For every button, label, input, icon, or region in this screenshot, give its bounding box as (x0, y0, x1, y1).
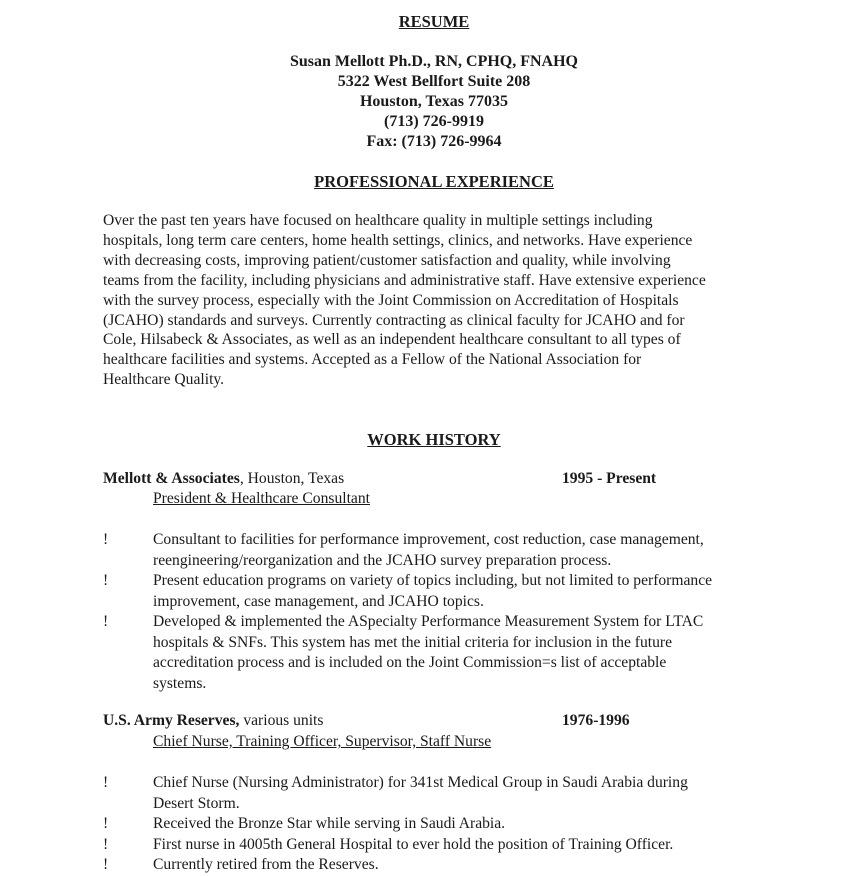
bullet-line: accreditation process and is included on the Joint Commission=s list of acceptable (153, 654, 667, 671)
bullet-item (153, 530, 793, 571)
paragraph-line: Cole, Hilsabeck & Associates, as well as an independent healthcare consultant to all types of (103, 331, 681, 349)
bullet-line: hospitals & SNFs. This system has met the initial criteria for inclusion in the future (153, 633, 673, 651)
contact-name: Susan Mellott Ph.D., RN, CPHQ, FNAHQ (290, 53, 578, 70)
contact-address: 5322 West Bellfort Suite 208 (337, 73, 531, 90)
job-role: President & Healthcare Consultant (153, 490, 370, 507)
bullet-line: improvement, case management, and JCAHO topics. (153, 592, 484, 610)
job-location: various units (239, 712, 324, 729)
job-org: Mellott & Associates (103, 470, 240, 487)
paragraph-line: with decreasing costs, improving patient/customer satisfaction and quality, while involving (103, 251, 671, 269)
bullet-line: First nurse in 4005th General Hospital to ever hold the position of Training Officer. (153, 836, 674, 853)
bullet-line: Currently retired from the Reserves. (153, 856, 379, 873)
job-dates: 1976-1996 (562, 712, 630, 729)
job-employer (103, 711, 323, 731)
contact-city: Houston, Texas 77035 (359, 93, 509, 110)
bullet-line: Desert Storm. (153, 794, 240, 812)
bullet-item (153, 773, 793, 814)
paragraph-line: Over the past ten years have focused on healthcare quality in multiple settings including (103, 212, 653, 229)
bullet-marker: ! (103, 572, 109, 589)
bullet-marker: ! (103, 613, 109, 630)
job-org: U.S. Army Reserves, (103, 712, 240, 729)
bullet-marker: ! (103, 774, 109, 791)
bullet-item (153, 612, 793, 694)
bullet-line: Present education programs on variety of topics including, but not limited to performance (153, 572, 713, 589)
contact-fax: Fax: (713) 726-9964 (366, 133, 502, 150)
bullet-line: systems. (153, 674, 207, 692)
bullet-item (153, 855, 793, 876)
job-location: , Houston, Texas (239, 470, 345, 487)
bullet-item (153, 571, 793, 612)
bullet-line: Received the Bronze Star while serving in Saudi Arabia. (153, 815, 506, 832)
bullet-marker: ! (103, 856, 109, 873)
paragraph-line: healthcare facilities and systems. Accepted as a Fellow of the National Association for (103, 351, 642, 369)
paragraph-line: hospitals, long term care centers, home health settings, clinics, and networks. Have experience (103, 231, 693, 249)
work-history-heading: WORK HISTORY (367, 430, 501, 449)
job-role: Chief Nurse, Training Officer, Supervisor, Staff Nurse (153, 733, 492, 750)
bullet-marker: ! (103, 531, 109, 548)
bullet-line: Chief Nurse (Nursing Administrator) for 341st Medical Group in Saudi Arabia during (153, 774, 688, 791)
bullet-marker: ! (103, 815, 109, 832)
paragraph-line: teams from the facility, including physicians and administrative staff. Have extensive experience (103, 271, 706, 289)
bullet-item (153, 814, 793, 835)
bullet-line: reengineering/reorganization and the JCAHO survey preparation process. (153, 551, 612, 569)
bullet-line: Consultant to facilities for performance improvement, cost reduction, case management, (153, 531, 704, 548)
paragraph-line: Healthcare Quality. (103, 371, 225, 389)
bullet-marker: ! (103, 836, 109, 853)
paragraph-line: with the survey process, especially with the Joint Commission on Accreditation of Hospitals (103, 291, 679, 309)
experience-paragraph (103, 211, 768, 390)
job-dates: 1995 - Present (562, 470, 657, 487)
job-employer (103, 469, 344, 489)
bullet-line: Developed & implemented the ASpecialty Performance Measurement System for LTAC (153, 613, 704, 630)
experience-heading: PROFESSIONAL EXPERIENCE (314, 172, 554, 191)
resume-title: RESUME (398, 12, 470, 31)
contact-phone: (713) 726-9919 (384, 113, 484, 130)
bullet-item (153, 835, 793, 856)
paragraph-line: (JCAHO) standards and surveys. Currently contracting as clinical faculty for JCAHO and for (103, 311, 685, 329)
